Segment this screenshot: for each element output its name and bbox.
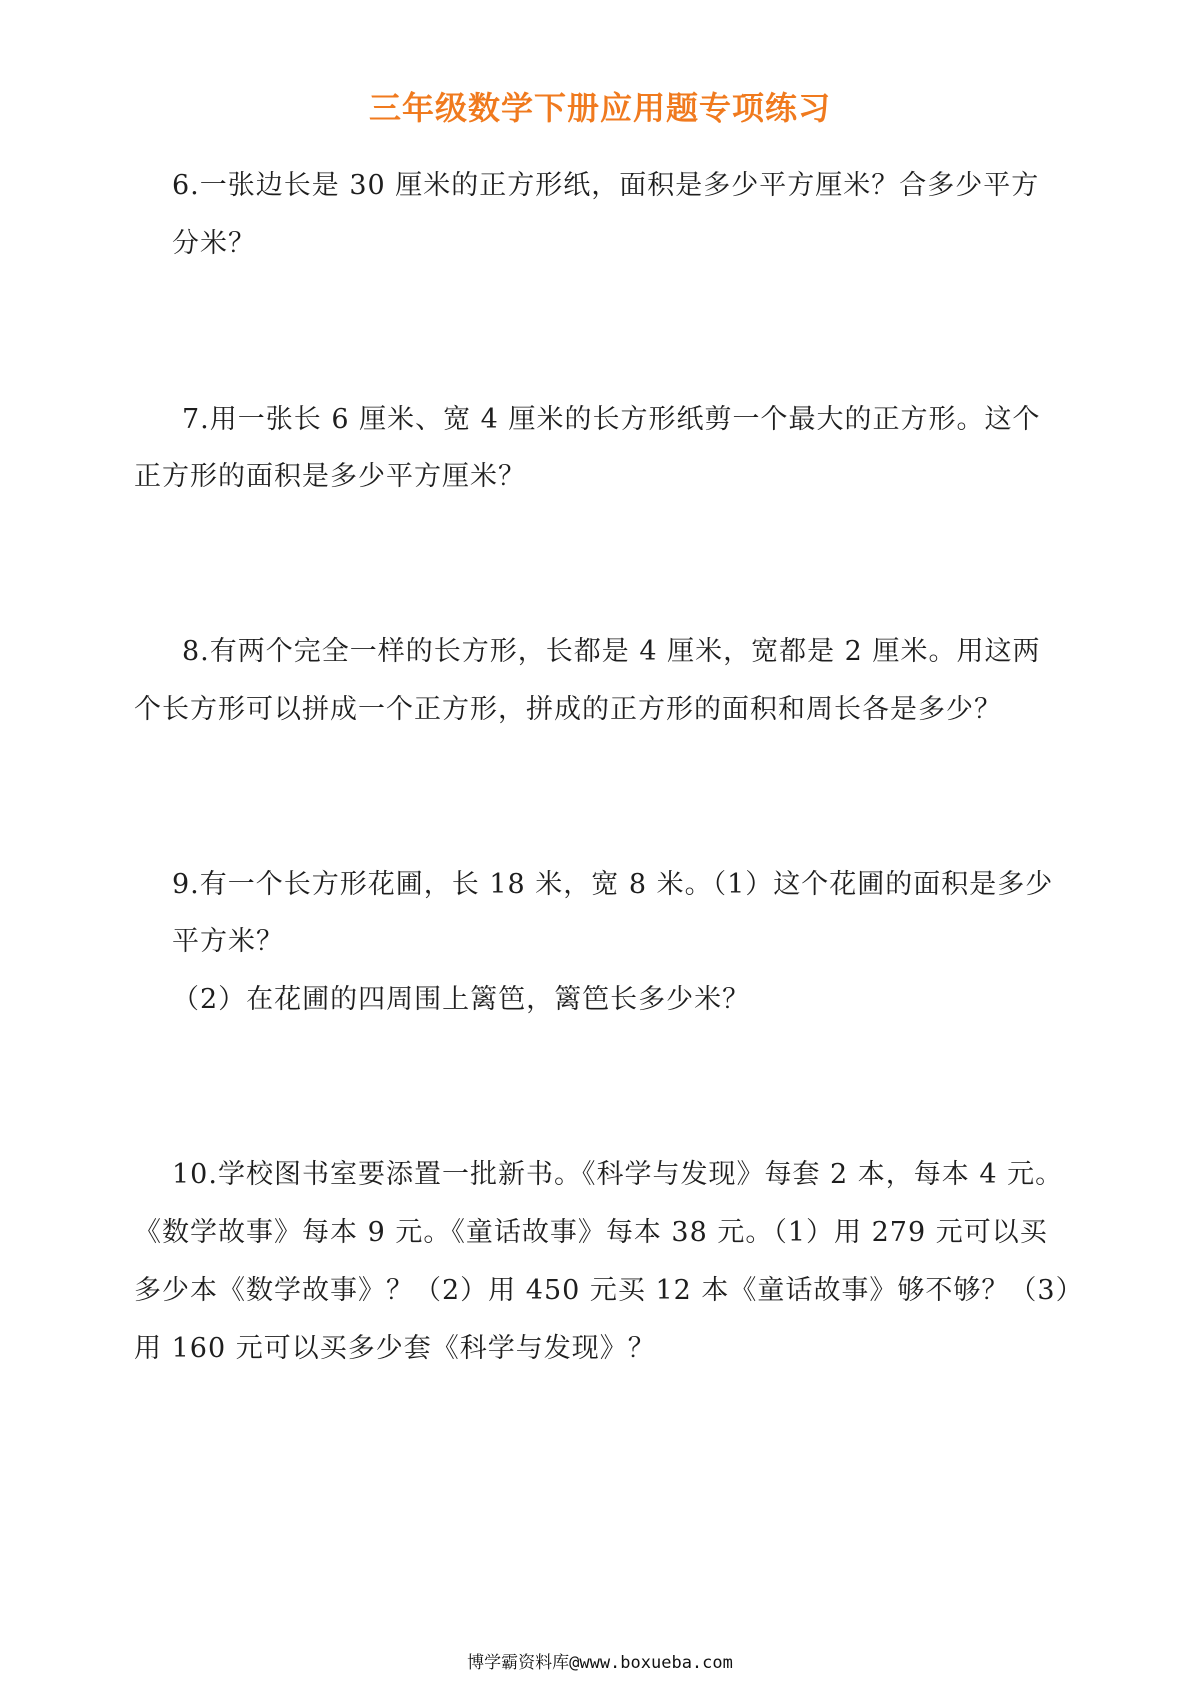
question-10-line-4: 用 160 元可以买多少套《科学与发现》？ <box>134 1333 656 1364</box>
question-6-line-1: 6.一张边长是 30 厘米的正方形纸，面积是多少平方厘米？合多少平方 <box>172 170 1040 201</box>
question-10-line-2: 《数学故事》每本 9 元。《童话故事》每本 38 元。（1）用 279 元可以买 <box>134 1217 1048 1248</box>
question-9-line-1: 9.有一个长方形花圃，长 18 米，宽 8 米。（1）这个花圃的面积是多少 <box>172 869 1054 900</box>
question-7-line-1: 7.用一张长 6 厘米、宽 4 厘米的长方形纸剪一个最大的正方形。这个 <box>182 404 1041 435</box>
footer-watermark: 博学霸资料库@www.boxueba.com <box>467 1653 733 1673</box>
question-10-line-3: 多少本《数学故事》？（2）用 450 元买 12 本《童话故事》够不够？（3） <box>134 1275 1084 1306</box>
question-7-line-2: 正方形的面积是多少平方厘米？ <box>134 461 526 492</box>
question-8-line-2: 个长方形可以拼成一个正方形，拼成的正方形的面积和周长各是多少？ <box>134 694 1002 725</box>
question-9-line-3: （2）在花圃的四周围上篱笆，篱笆长多少米？ <box>172 984 751 1015</box>
page-title: 三年级数学下册应用题专项练习 <box>368 89 831 127</box>
question-6-line-2: 分米？ <box>172 228 256 259</box>
question-9-line-2: 平方米？ <box>172 926 284 957</box>
question-10-line-1: 10.学校图书室要添置一批新书。《科学与发现》每套 2 本，每本 4 元。 <box>172 1159 1064 1190</box>
question-8-line-1: 8.有两个完全一样的长方形，长都是 4 厘米，宽都是 2 厘米。用这两 <box>182 636 1041 667</box>
